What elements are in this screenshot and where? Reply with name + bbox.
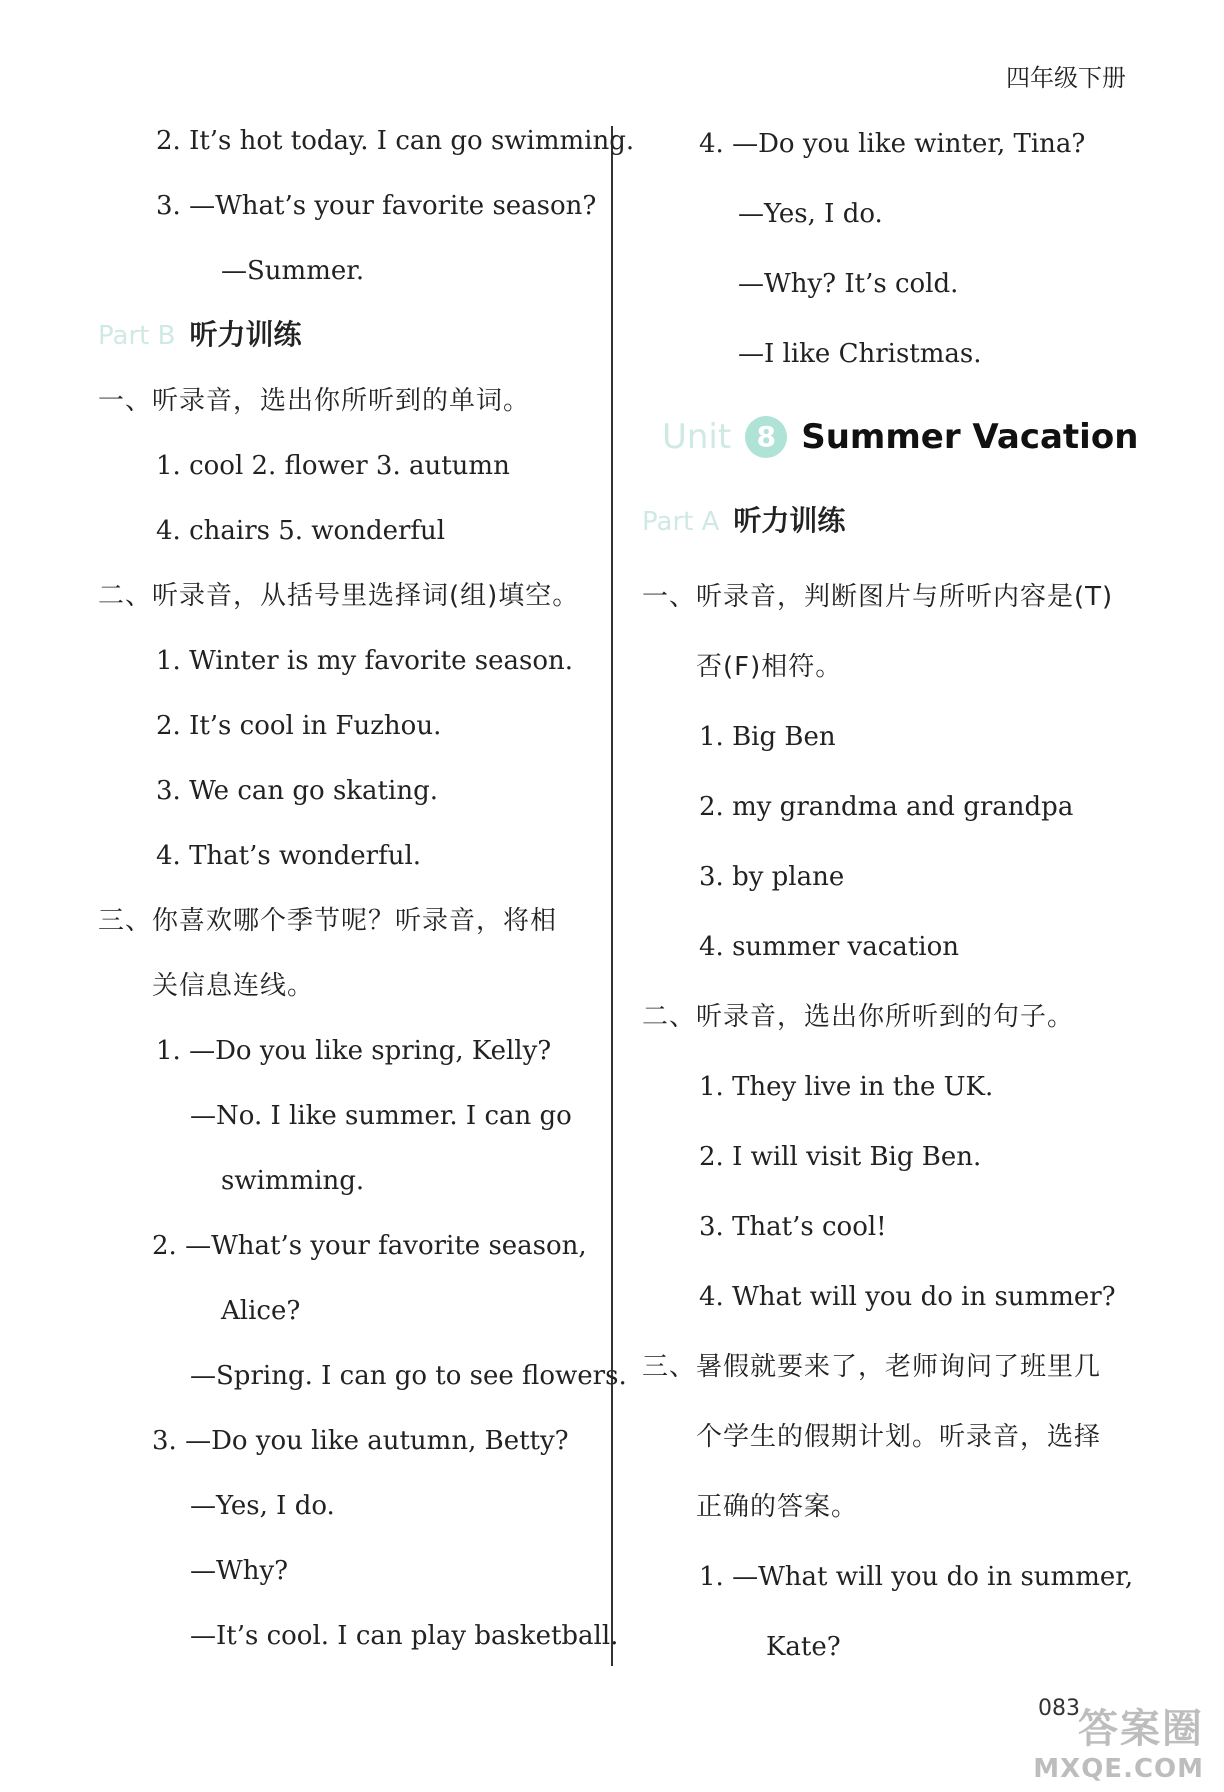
answer-line: 1. They live in the UK. bbox=[699, 1072, 994, 1102]
answer-line: 4. summer vacation bbox=[699, 932, 959, 962]
answer-line: 1. cool 2. flower 3. autumn bbox=[156, 451, 510, 481]
answer-line: 2. I will visit Big Ben. bbox=[699, 1142, 982, 1172]
answer-line: 1. Winter is my favorite season. bbox=[156, 646, 574, 676]
question-title: 二、听录音，选出你所听到的句子。 bbox=[642, 1002, 1075, 1032]
answer-line: —Yes, I do. bbox=[738, 199, 883, 229]
answer-line: 3. —What’s your favorite season? bbox=[156, 191, 597, 221]
question-title-cont: 正确的答案。 bbox=[696, 1492, 859, 1522]
part-b-heading bbox=[98, 315, 301, 356]
part-title: 听力训练 bbox=[189, 318, 302, 351]
question-title: 一、听录音，判断图片与所听内容是(T) bbox=[642, 582, 1114, 612]
answer-line: swimming. bbox=[221, 1166, 365, 1196]
watermark-logo bbox=[1033, 1697, 1204, 1784]
answer-line: 1. —What will you do in summer, bbox=[699, 1562, 1134, 1592]
page-number: 083 bbox=[1038, 1696, 1080, 1721]
watermark-url: MXQE.COM bbox=[1033, 1754, 1204, 1784]
answer-line: Kate? bbox=[766, 1632, 841, 1662]
question-title-cont: 关信息连线。 bbox=[152, 971, 315, 1001]
question-title: 二、听录音，从括号里选择词(组)填空。 bbox=[98, 581, 580, 611]
answer-line: —Spring. I can go to see flowers. bbox=[190, 1361, 627, 1391]
question-title: 三、你喜欢哪个季节呢？听录音，将相 bbox=[98, 906, 558, 936]
question-title: 一、听录音，选出你所听到的单词。 bbox=[98, 386, 531, 416]
answer-line: —I like Christmas. bbox=[738, 339, 982, 369]
watermark-text: 答案圈 bbox=[1078, 1706, 1204, 1752]
answer-line: 4. That’s wonderful. bbox=[156, 841, 422, 871]
answer-line: —No. I like summer. I can go bbox=[190, 1101, 572, 1131]
column-divider bbox=[611, 126, 613, 1666]
answer-line: 2. my grandma and grandpa bbox=[699, 792, 1074, 822]
answer-line: 3. by plane bbox=[699, 862, 845, 892]
part-a-heading bbox=[642, 501, 845, 542]
answer-line: 3. —Do you like autumn, Betty? bbox=[152, 1426, 569, 1456]
answer-line: 3. That’s cool! bbox=[699, 1212, 887, 1242]
answer-line: 2. It’s cool in Fuzhou. bbox=[156, 711, 442, 741]
answer-line: 2. —What’s your favorite season, bbox=[152, 1231, 587, 1261]
unit-label: Unit bbox=[662, 417, 732, 457]
answer-line: 4. —Do you like winter, Tina? bbox=[699, 129, 1086, 159]
part-title: 听力训练 bbox=[733, 504, 846, 537]
question-title-cont: 个学生的假期计划。听录音，选择 bbox=[696, 1422, 1102, 1452]
unit-heading bbox=[662, 416, 1138, 458]
answer-line: —Yes, I do. bbox=[190, 1491, 335, 1521]
part-label: Part A bbox=[642, 507, 720, 537]
unit-title: Summer Vacation bbox=[801, 417, 1139, 457]
answer-line: —It’s cool. I can play basketball. bbox=[190, 1621, 619, 1651]
grade-label: 四年级下册 bbox=[1006, 64, 1126, 92]
answer-line: 2. It’s hot today. I can go swimming. bbox=[156, 126, 635, 156]
answer-line: 3. We can go skating. bbox=[156, 776, 438, 806]
answer-line: 4. chairs 5. wonderful bbox=[156, 516, 446, 546]
answer-line: 4. What will you do in summer? bbox=[699, 1282, 1116, 1312]
answer-line: Alice? bbox=[221, 1296, 301, 1326]
answer-line: —Summer. bbox=[221, 256, 365, 286]
part-label: Part B bbox=[98, 321, 176, 351]
question-title-cont: 否(F)相符。 bbox=[696, 652, 843, 682]
answer-line: 1. —Do you like spring, Kelly? bbox=[156, 1036, 552, 1066]
answer-line: —Why? It’s cold. bbox=[738, 269, 959, 299]
answer-line: 1. Big Ben bbox=[699, 722, 836, 752]
answer-line: —Why? bbox=[190, 1556, 289, 1586]
question-title: 三、暑假就要来了，老师询问了班里几 bbox=[642, 1352, 1102, 1382]
unit-number-badge: 8 bbox=[745, 416, 787, 458]
